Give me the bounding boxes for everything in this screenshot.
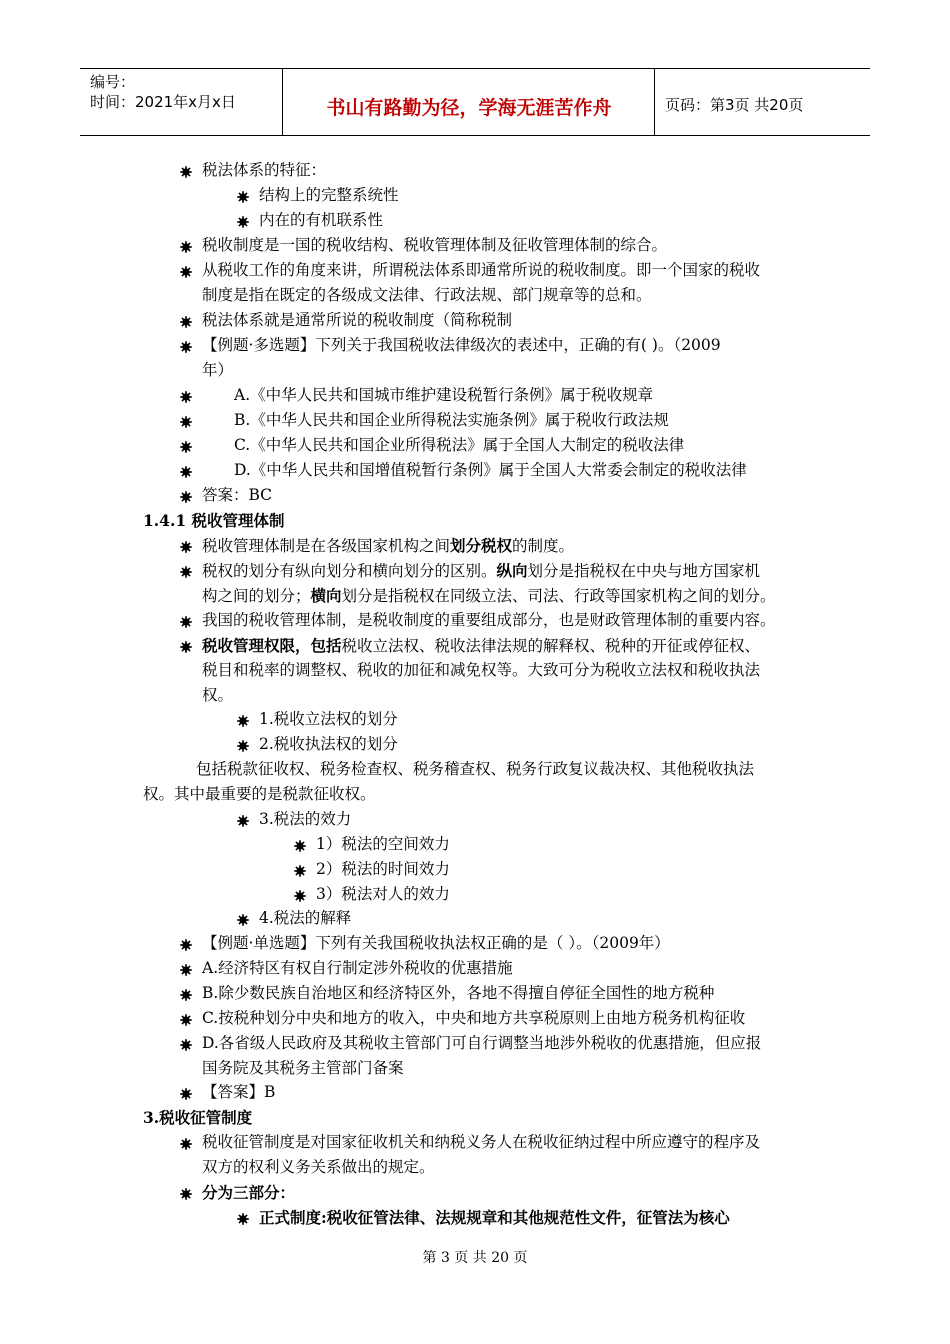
text-span: 年） bbox=[202, 361, 234, 379]
text-line bbox=[202, 1056, 404, 1081]
text-span: 3）税法对人的效力 bbox=[316, 885, 450, 903]
sunburst-bullet-icon bbox=[180, 639, 192, 651]
text-span: 税收制度是一国的税收结构、税收管理体制及征收管理体制的综合。 bbox=[202, 236, 668, 254]
text-line bbox=[202, 1180, 295, 1206]
sunburst-bullet-icon bbox=[294, 863, 306, 875]
header-top-rule bbox=[80, 68, 870, 69]
text-span: 权。其中最重要的是税款征收权。 bbox=[143, 785, 376, 803]
text-line bbox=[234, 383, 653, 408]
text-line bbox=[234, 458, 747, 483]
text-line bbox=[202, 533, 574, 559]
text-line bbox=[202, 1080, 275, 1105]
text-line bbox=[202, 1155, 435, 1180]
text-line bbox=[202, 258, 760, 283]
text-span: 划分是指税权在同级立法、司法、行政等国家机构之间的划分。 bbox=[341, 587, 776, 605]
text-span: C.按税种划分中央和地方的收入，中央和地方共享税原则上由地方税务机构征收 bbox=[202, 1009, 746, 1027]
text-line bbox=[202, 1130, 760, 1155]
sunburst-bullet-icon bbox=[237, 738, 249, 750]
sunburst-bullet-icon bbox=[237, 912, 249, 924]
text-span: 3.税法的效力 bbox=[259, 810, 352, 828]
text-line bbox=[202, 158, 326, 183]
text-line bbox=[202, 333, 721, 358]
sunburst-bullet-icon bbox=[180, 1037, 192, 1049]
text-line bbox=[202, 283, 652, 308]
sunburst-bullet-icon bbox=[180, 1136, 192, 1148]
text-line bbox=[202, 956, 513, 981]
sunburst-bullet-icon bbox=[294, 888, 306, 900]
sunburst-bullet-icon bbox=[237, 713, 249, 725]
text-line bbox=[202, 1006, 745, 1031]
text-span: 2.税收执法权的划分 bbox=[259, 735, 398, 753]
sunburst-bullet-icon bbox=[180, 414, 192, 426]
text-span: 包括税款征收权、税务检查权、税务稽查权、税务行政复议裁决权、其他税收执法 bbox=[196, 760, 755, 778]
text-span: 【例题·多选题】下列关于我国税收法律级次的表述中，正确的有( )。（2009 bbox=[202, 336, 721, 354]
text-line bbox=[234, 433, 684, 458]
text-span: 税收管理权限，包括 bbox=[202, 636, 342, 655]
text-span: 税收立法权、税收法律法规的解释权、税种的开征或停征权、 bbox=[341, 637, 761, 655]
section-heading bbox=[143, 1105, 252, 1131]
text-span: B.除少数民族自治地区和经济特区外，各地不得擅自停征全国性的地方税种 bbox=[202, 984, 715, 1002]
sunburst-bullet-icon bbox=[180, 314, 192, 326]
text-line bbox=[316, 832, 450, 857]
sunburst-bullet-icon bbox=[180, 389, 192, 401]
text-span: 1）税法的空间效力 bbox=[316, 835, 450, 853]
sunburst-bullet-icon bbox=[237, 1211, 249, 1223]
sunburst-bullet-icon bbox=[180, 264, 192, 276]
text-line bbox=[196, 757, 754, 782]
sunburst-bullet-icon bbox=[180, 987, 192, 999]
sunburst-bullet-icon bbox=[180, 564, 192, 576]
text-span: 税法体系的特征： bbox=[202, 161, 327, 179]
sunburst-bullet-icon bbox=[180, 239, 192, 251]
sunburst-bullet-icon bbox=[180, 1012, 192, 1024]
text-span: 税收征管制度是对国家征收机关和纳税义务人在税收征纳过程中所应遵守的程序及 bbox=[202, 1133, 761, 1151]
sunburst-bullet-icon bbox=[180, 539, 192, 551]
text-span: 税目和税率的调整权、税收的加征和减免权等。大致可分为税收立法权和税收执法 bbox=[202, 661, 761, 679]
text-line bbox=[316, 857, 450, 882]
sunburst-bullet-icon bbox=[180, 937, 192, 949]
text-line bbox=[143, 782, 376, 807]
sunburst-bullet-icon bbox=[237, 214, 249, 226]
text-span: 的制度。 bbox=[512, 537, 575, 555]
text-span: 内在的有机联系性 bbox=[259, 211, 384, 229]
sunburst-bullet-icon bbox=[180, 962, 192, 974]
text-span: 划分税权 bbox=[450, 536, 513, 555]
text-span: 4.税法的解释 bbox=[259, 909, 352, 927]
text-line bbox=[234, 408, 669, 433]
text-line bbox=[202, 483, 272, 508]
text-span: A.经济特区有权自行制定涉外税收的优惠措施 bbox=[202, 959, 513, 977]
text-line bbox=[202, 658, 760, 683]
text-span: 3.税收征管制度 bbox=[143, 1108, 253, 1127]
section-heading bbox=[143, 508, 285, 534]
text-span: 划分是指税权在中央与地方国家机 bbox=[527, 562, 761, 580]
text-line bbox=[259, 906, 351, 931]
text-span: 税收管理体制是在各级国家机构之间 bbox=[202, 537, 451, 555]
header-divider-right bbox=[654, 68, 655, 135]
sunburst-bullet-icon bbox=[180, 439, 192, 451]
sunburst-bullet-icon bbox=[237, 189, 249, 201]
text-line bbox=[259, 707, 398, 732]
text-line bbox=[259, 732, 398, 757]
text-line bbox=[202, 308, 512, 333]
sunburst-bullet-icon bbox=[294, 838, 306, 850]
text-span: 分为三部分： bbox=[202, 1183, 296, 1202]
text-span: 结构上的完整系统性 bbox=[259, 186, 399, 204]
text-line bbox=[202, 558, 760, 584]
sunburst-bullet-icon bbox=[180, 489, 192, 501]
text-line bbox=[202, 683, 233, 708]
text-span: D.《中华人民共和国增值税暂行条例》属于全国人大常委会制定的税收法律 bbox=[234, 461, 747, 479]
text-span: A.《中华人民共和国城市维护建设税暂行条例》属于税收规章 bbox=[234, 386, 654, 404]
text-span: 税法体系就是通常所说的税收制度（简称税制 bbox=[202, 311, 513, 329]
text-line bbox=[259, 1205, 730, 1231]
sunburst-bullet-icon bbox=[237, 813, 249, 825]
text-span: 双方的权利义务关系做出的规定。 bbox=[202, 1158, 435, 1176]
header-time-label: 时间：2021年x月x日 bbox=[90, 93, 236, 111]
text-span: B.《中华人民共和国企业所得税法实施条例》属于税收行政法规 bbox=[234, 411, 669, 429]
text-line bbox=[202, 583, 776, 609]
text-line bbox=[202, 931, 670, 956]
page-footer: 第 3 页 共 20 页 bbox=[422, 1250, 528, 1266]
text-line bbox=[202, 358, 233, 383]
text-line bbox=[202, 233, 667, 258]
text-span: 权。 bbox=[202, 686, 234, 704]
sunburst-bullet-icon bbox=[180, 464, 192, 476]
text-span: 【例题·单选题】下列有关我国税收执法权正确的是（ ）。（2009年） bbox=[202, 934, 670, 952]
text-span: 答案：BC bbox=[202, 486, 273, 504]
sunburst-bullet-icon bbox=[180, 339, 192, 351]
text-span: 我国的税收管理体制，是税收制度的重要组成部分，也是财政管理体制的重要内容。 bbox=[202, 611, 776, 629]
text-span: 国务院及其税务主管部门备案 bbox=[202, 1059, 404, 1077]
text-line bbox=[202, 981, 714, 1006]
text-line bbox=[202, 633, 760, 659]
text-span: 从税收工作的角度来讲，所谓税法体系即通常所说的税收制度。即一个国家的税收 bbox=[202, 261, 761, 279]
text-span: 1.4.1 税收管理体制 bbox=[143, 511, 285, 530]
text-span: 构之间的划分； bbox=[202, 587, 311, 605]
header-bottom-rule bbox=[80, 135, 870, 136]
sunburst-bullet-icon bbox=[180, 1086, 192, 1098]
sunburst-bullet-icon bbox=[180, 164, 192, 176]
text-span: D.各省级人民政府及其税收主管部门可自行调整当地涉外税收的优惠措施，但应报 bbox=[202, 1034, 762, 1052]
sunburst-bullet-icon bbox=[180, 1186, 192, 1198]
text-span: 横向 bbox=[310, 586, 342, 605]
text-span: 正式制度:税收征管法律、法规规章和其他规范性文件，征管法为核心 bbox=[259, 1208, 730, 1227]
text-line bbox=[259, 183, 399, 208]
text-span: 税权的划分有纵向划分和横向划分的区别。 bbox=[202, 562, 497, 580]
sunburst-bullet-icon bbox=[180, 614, 192, 626]
header-divider-left bbox=[282, 68, 283, 135]
text-span: C.《中华人民共和国企业所得税法》属于全国人大制定的税收法律 bbox=[234, 436, 685, 454]
text-line bbox=[202, 608, 776, 633]
text-line bbox=[316, 882, 450, 907]
text-span: 纵向 bbox=[496, 561, 528, 580]
header-number-label: 编号： bbox=[90, 73, 136, 91]
header-motto: 书山有路勤为径，学海无涯苦作舟 bbox=[326, 97, 612, 119]
text-span: 制度是指在既定的各级成文法律、行政法规、部门规章等的总和。 bbox=[202, 286, 652, 304]
header-page-info: 页码：第3页 共20页 bbox=[665, 96, 804, 114]
text-line bbox=[259, 807, 351, 832]
text-line bbox=[202, 1031, 761, 1056]
text-line bbox=[259, 208, 383, 233]
text-span: 【答案】B bbox=[202, 1083, 276, 1101]
text-span: 2）税法的时间效力 bbox=[316, 860, 450, 878]
text-span: 1.税收立法权的划分 bbox=[259, 710, 398, 728]
